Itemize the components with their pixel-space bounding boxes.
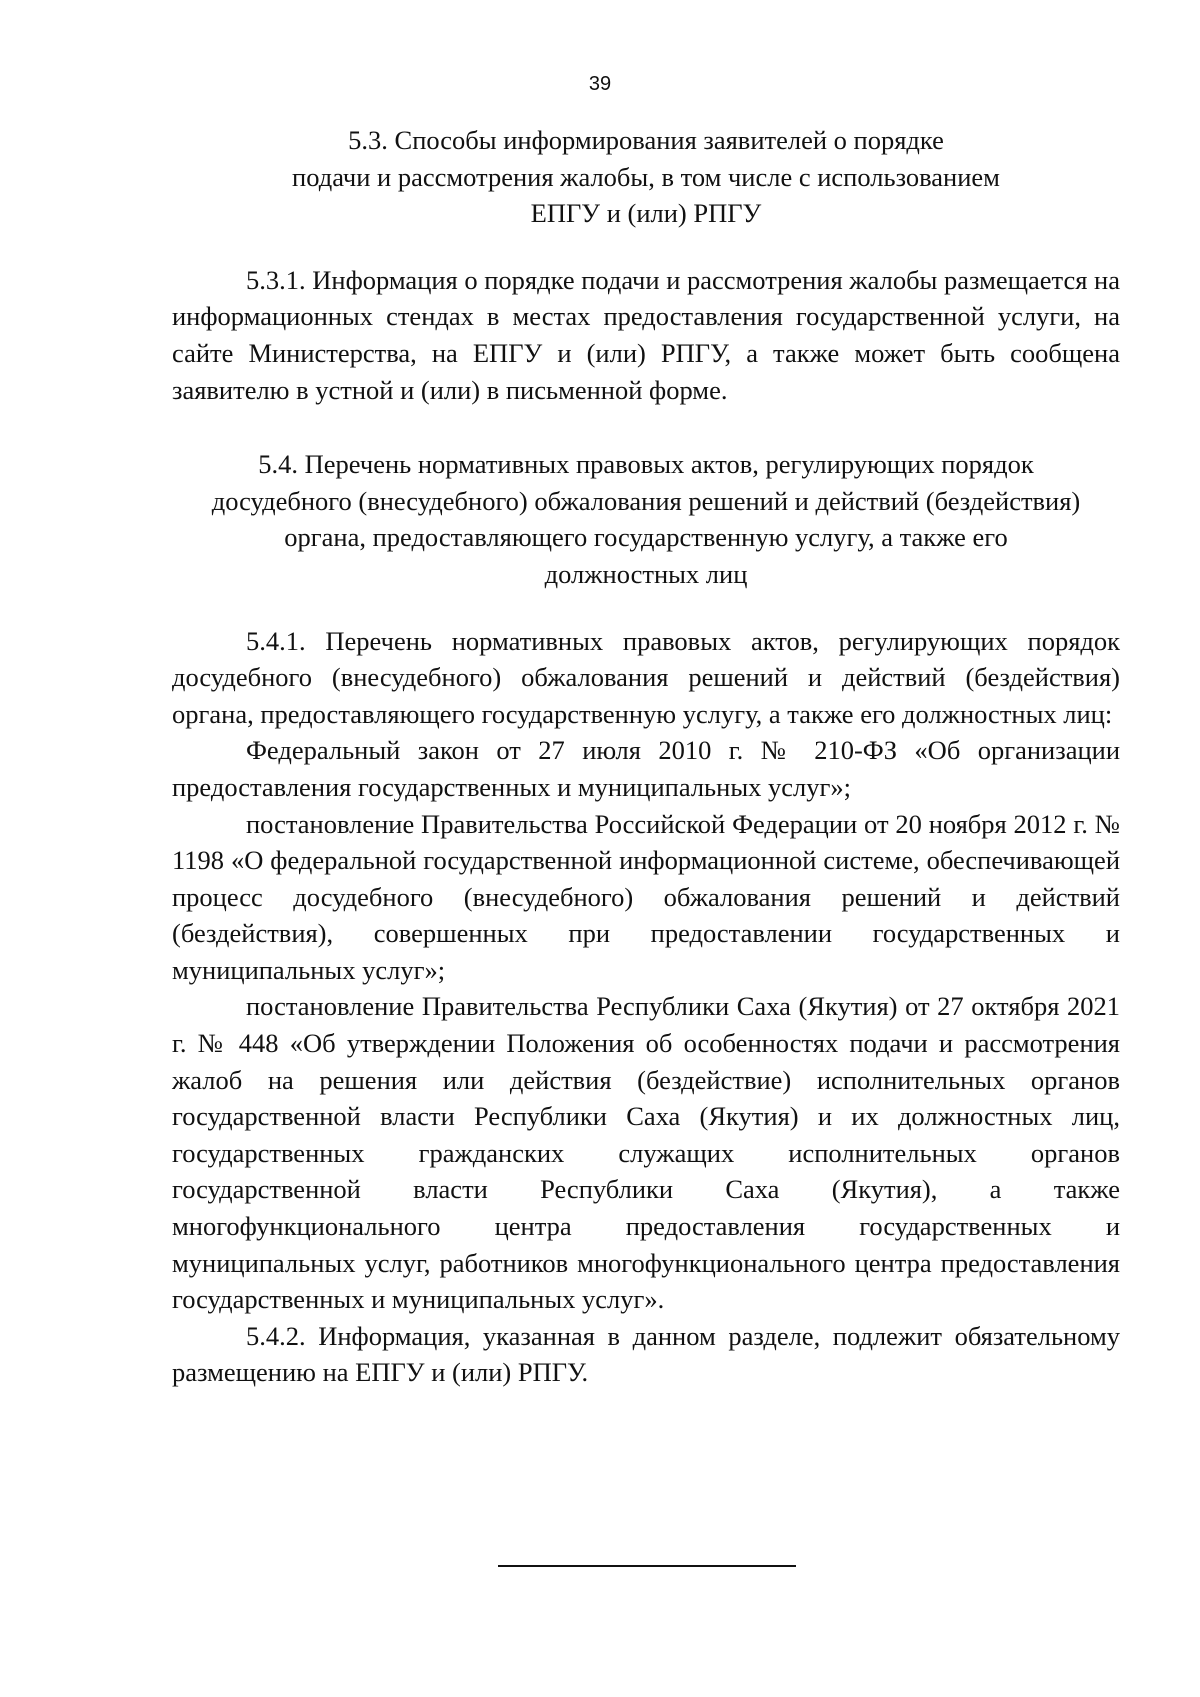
paragraph-5-3-1: 5.3.1. Информация о порядке подачи и рассмотрения жалобы размещается на информационных стендах в местах предоставления государственной услуги, на сайте Министерства, на ЕПГУ и (или) РПГУ, а также может быть сообщена заявителю в устной и (или) в письменной форме. xyxy=(172,264,1120,405)
section-5-4-heading xyxy=(172,446,1120,592)
heading-line: подачи и рассмотрения жалобы, в том числе с использованием xyxy=(292,161,1000,192)
document-body xyxy=(172,122,1120,1391)
paragraph-yakutia-government-resolution: постановление Правительства Республики Саха (Якутия) от 27 октября 2021 г. № 448 «Об утверждении Положения об особенностях подачи и рассмотрения жалоб на решения или действия (бездействие) исполнительных органов государственной власти Республики Саха (Якутия) и их должностных лиц, государственных гражданских служащих исполнительных органов государственной власти Республики Саха (Якутия), а также многофункционального центра предоставления государственных и муниципальных услуг, работников многофункционального центра предоставления государственных и муниципальных услуг». xyxy=(172,991,1120,1315)
paragraph-5-4-2: 5.4.2. Информация, указанная в данном разделе, подлежит обязательному размещению на ЕПГУ и (или) РПГУ. xyxy=(172,1320,1120,1388)
heading-line: 5.3. Способы информирования заявителей о порядке xyxy=(348,125,944,155)
heading-line: ЕПГУ и (или) РПГУ xyxy=(530,198,762,229)
heading-line: 5.4. Перечень нормативных правовых актов, регулирующих порядок xyxy=(258,449,1034,480)
heading-line: должностных лиц xyxy=(544,558,748,589)
heading-line: досудебного (внесудебного) обжалования решений и действий (бездействия) xyxy=(211,485,1081,516)
paragraph-5-4-1: 5.4.1. Перечень нормативных правовых актов, регулирующих порядок досудебного (внесудебного) обжалования решений и действий (бездействия) органа, предоставляющего государственную услугу, а также его должностных лиц: xyxy=(172,625,1120,729)
paragraph-rf-government-resolution: постановление Правительства Российской Федерации от 20 ноября 2012 г. № 1198 «О федеральной государственной информационной системе, обеспечивающей процесс досудебного (внесудебного) обжалования решений и действий (бездействия), совершенных при предоставлении государственных и муниципальных услуг»; xyxy=(172,808,1120,985)
paragraph-federal-law: Федеральный закон от 27 июля 2010 г. № 210-ФЗ «Об организации предоставления государственных и муниципальных услуг»; xyxy=(172,735,1120,802)
heading-line: органа, предоставляющего государственную услугу, а также его xyxy=(284,522,1008,553)
section-5-3-heading xyxy=(172,122,1120,232)
page-number: 39 xyxy=(588,73,612,95)
closing-rule xyxy=(498,1565,796,1567)
